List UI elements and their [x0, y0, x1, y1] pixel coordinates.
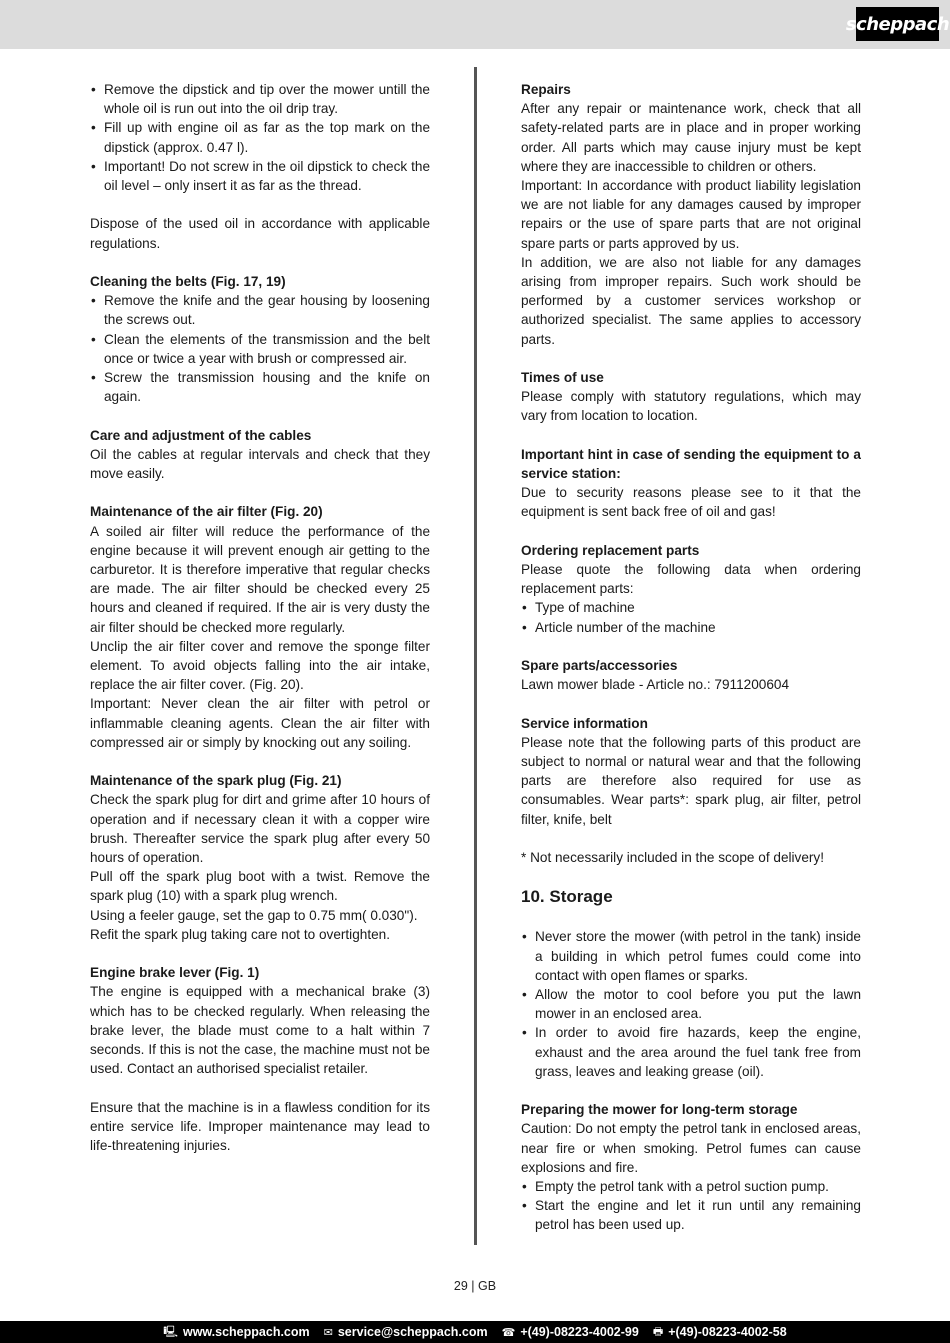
list-item: • Type of machine: [521, 598, 861, 617]
paragraph: Important: Never clean the air filter with petrol or inflammable cleaning agents. Clean the air filter with compressed air or simply by knocking out any soiling.: [90, 696, 430, 750]
section-heading: Preparing the mower for long-term storage: [521, 1102, 798, 1118]
long-term-storage-section: [521, 1100, 861, 1234]
paragraph: In addition, we are also not liable for any damages arising from improper repairs. Such work should be performed by a customer services workshop or authorized specialist. The same applies to accessory parts.: [521, 254, 861, 347]
spare-parts-section: [521, 656, 861, 694]
section-heading: Spare parts/accessories: [521, 658, 678, 674]
section-heading: Important hint in case of sending the equipment to a service station:: [521, 446, 861, 482]
footer-email[interactable]: [324, 1325, 488, 1339]
page-number: 29 | GB: [453, 1279, 497, 1293]
list-item: • Screw the transmission housing and the knife on again.: [90, 368, 430, 406]
closing-paragraph: Ensure that the machine is in a flawless condition for its entire service life. Improper maintenance may lead to life-threatening injuries.: [90, 1099, 430, 1154]
mail-icon: ✉: [323, 1326, 333, 1339]
list-item: • Allow the motor to cool before you put the lawn mower in an enclosed area.: [521, 985, 861, 1023]
phone-icon: ☎: [501, 1326, 516, 1339]
paragraph: Pull off the spark plug boot with a twist. Remove the spark plug (10) with a spark plug wrench.: [90, 869, 430, 904]
section-heading: Times of use: [521, 370, 604, 386]
storage-section: [521, 927, 861, 1081]
air-filter-section: [90, 502, 430, 752]
times-of-use-section: [521, 368, 861, 426]
website-text: www.scheppach.com: [182, 1325, 310, 1339]
brake-lever-section: [90, 963, 430, 1078]
paragraph: Using a feeler gauge, set the gap to 0.75 mm( 0.030").: [90, 907, 418, 923]
section-heading: Cleaning the belts (Fig. 17, 19): [90, 274, 286, 289]
cleaning-belts-section: [90, 272, 430, 406]
paragraph: Please note that the following parts of this product are subject to normal or natural wear and that the following parts are therefore also required for use as consumables. Wear parts*: spark plug, air filter, petrol filter, knife, belt: [521, 734, 861, 827]
ordering-list: [521, 598, 861, 636]
spark-plug-section: [90, 771, 430, 944]
paragraph: Oil the cables at regular intervals and check that they move easily.: [90, 446, 430, 482]
fax-icon: 🖶: [652, 1325, 664, 1338]
list-item: • In order to avoid fire hazards, keep the engine, exhaust and the area around the fuel tank free from grass, leaves and leaking grease (oil).: [521, 1023, 861, 1081]
paragraph: Important: In accordance with product liability legislation we are not liable for any damages caused by improper repairs or the use of spare parts that are not original spare parts or parts approved by us.: [521, 178, 861, 251]
footer-fax: [653, 1323, 787, 1342]
scheppach-logo: scheppach: [856, 7, 939, 41]
cables-section: [90, 426, 430, 484]
list-item: • Remove the knife and the gear housing by loosening the screws out.: [90, 291, 430, 329]
paragraph: A soiled air filter will reduce the performance of the engine because it will prevent enough air getting to the carburetor. It is therefore imperative that regular checks are made. The air filter should be checked every 25 hours and cleaned if required. If the air is very dusty the air filter should be checked more regularly.: [90, 523, 430, 635]
list-item: • Clean the elements of the transmission and the belt once or twice a year with brush or compressed air.: [90, 330, 430, 368]
email-text: service@scheppach.com: [337, 1325, 488, 1339]
fax-text: +(49)-08223-4002-58: [668, 1325, 787, 1339]
section-heading: Care and adjustment of the cables: [90, 427, 312, 443]
left-column: [90, 80, 430, 1174]
oil-change-list: [90, 80, 430, 195]
paragraph: Unclip the air filter cover and remove the sponge filter element. To avoid objects falling into the air intake, replace the air filter cover. (Fig. 20).: [90, 638, 430, 693]
page-header: [0, 0, 950, 49]
long-term-list: [521, 1177, 861, 1235]
computer-icon: 🖳: [163, 1325, 178, 1338]
list-item: • Empty the petrol tank with a petrol suction pump.: [521, 1177, 861, 1196]
list-item: • Start the engine and let it run until any remaining petrol has been used up.: [521, 1196, 861, 1234]
list-item: • Important! Do not screw in the oil dipstick to check the oil level – only insert it as far as the thread.: [90, 157, 430, 195]
footer-website[interactable]: [163, 1323, 309, 1342]
service-information-section: [521, 714, 861, 829]
list-item: • Never store the mower (with petrol in the tank) inside a building in which petrol fumes could come into contact with open flames or sparks.: [521, 927, 861, 985]
paragraph: Caution: Do not empty the petrol tank in enclosed areas, near fire or when smoking. Petrol fumes can cause explosions and fire.: [521, 1121, 861, 1175]
right-column: [521, 80, 861, 1254]
phone-text: +(49)-08223-4002-99: [520, 1325, 639, 1339]
list-item: • Article number of the machine: [521, 618, 861, 637]
column-divider: [474, 67, 477, 1245]
paragraph: The engine is equipped with a mechanical brake (3) which has to be checked regularly. When releasing the brake lever, the blade must come to a halt within 7 seconds. If this is not the case, the machine must not be used. Contact an authorised specialist retailer.: [90, 984, 430, 1077]
dispose-oil-paragraph: Dispose of the used oil in accordance with applicable regulations.: [90, 216, 430, 251]
page-footer: [0, 1321, 950, 1343]
storage-list: [521, 927, 861, 1081]
section-heading: Service information: [521, 715, 648, 731]
belts-list: [90, 291, 430, 406]
storage-heading: 10. Storage: [521, 887, 613, 907]
section-heading: Repairs: [521, 82, 571, 97]
section-heading: Engine brake lever (Fig. 1): [90, 965, 260, 981]
section-heading: Maintenance of the spark plug (Fig. 21): [90, 773, 342, 789]
repairs-section: [521, 80, 861, 349]
paragraph: Lawn mower blade - Article no.: 7911200604: [521, 677, 790, 693]
service-station-hint-section: [521, 445, 861, 522]
paragraph: After any repair or maintenance work, check that all safety-related parts are in place and in proper working order. All parts which may cause injury must be kept where they are inaccessible to children or others.: [521, 101, 861, 174]
section-heading: Ordering replacement parts: [521, 542, 700, 558]
footnote: * Not necessarily included in the scope of delivery!: [521, 850, 824, 866]
list-item: • Remove the dipstick and tip over the mower untill the whole oil is run out into the oil drip tray.: [90, 80, 430, 118]
paragraph: Please comply with statutory regulations, which may vary from location to location.: [521, 389, 861, 424]
footer-phone: [502, 1325, 639, 1339]
list-item: • Fill up with engine oil as far as the top mark on the dipstick (approx. 0.47 l).: [90, 118, 430, 156]
section-heading: Maintenance of the air filter (Fig. 20): [90, 504, 323, 520]
paragraph: Refit the spark plug taking care not to overtighten.: [90, 926, 390, 942]
ordering-parts-section: [521, 541, 861, 637]
paragraph: Please quote the following data when ordering replacement parts:: [521, 562, 861, 597]
oil-change-section: [90, 80, 430, 195]
paragraph: Due to security reasons please see to it that the equipment is sent back free of oil and gas!: [521, 485, 861, 520]
paragraph: Check the spark plug for dirt and grime after 10 hours of operation and if necessary clean it with a copper wire brush. Thereafter service the spark plug after every 50 hours of operation.: [90, 792, 430, 866]
